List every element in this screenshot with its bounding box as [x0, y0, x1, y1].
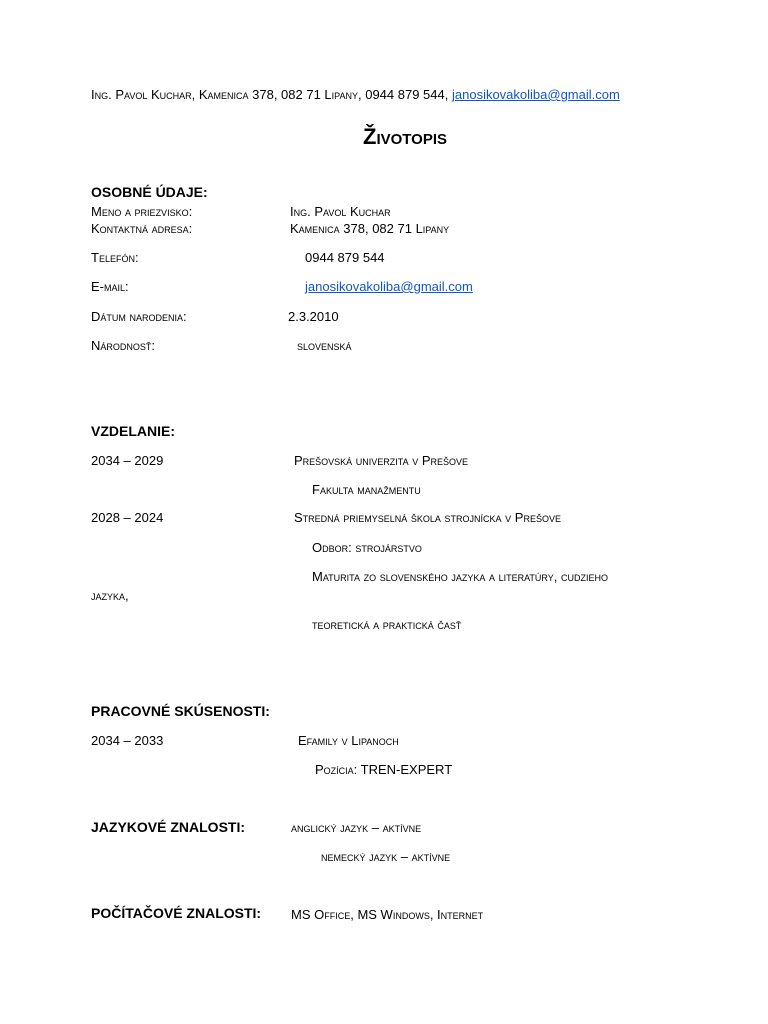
education-school-1: Prešovská univerzita v Prešove [294, 453, 469, 468]
section-heading-work: PRACOVNÉ SKÚSENOSTI: [91, 703, 270, 719]
section-heading-languages: JAZYKOVÉ ZNALOSTI: [91, 819, 246, 835]
email-value-link[interactable]: janosikovakoliba@gmail.com [305, 279, 473, 294]
email-label: E-mail: [91, 279, 129, 294]
nationality-value: slovenská [297, 338, 352, 353]
education-maturita-2: Maturita zo slovenského jazyka a literatúry, cudzieho [312, 569, 608, 584]
name-value: Ing. Pavol Kuchar [290, 204, 391, 219]
section-heading-computer: POČÍTAČOVÉ ZNALOSTI: [91, 905, 262, 921]
header-contact-text: Ing. Pavol Kuchar, Kamenica 378, 082 71 Lipany, 0944 879 544, [91, 87, 452, 102]
education-field-2: Odbor: strojárstvo [312, 540, 422, 555]
section-heading-personal: OSOBNÉ ÚDAJE: [91, 184, 208, 200]
education-years-2: 2028 – 2024 [91, 510, 164, 525]
language-item-german: nemecký jazyk – aktívne [321, 849, 451, 864]
header-email-link[interactable]: janosikovakoliba@gmail.com [451, 87, 620, 102]
header-contact-line [91, 87, 620, 103]
address-label: Kontaktná adresa: [91, 221, 193, 236]
birth-value: 2.3.2010 [288, 309, 339, 324]
education-maturita-wrap-2: jazyka, [91, 588, 129, 603]
nationality-label: Národnosť: [91, 338, 156, 353]
phone-value: 0944 879 544 [305, 250, 385, 265]
address-value: Kamenica 378, 082 71 Lipany [290, 221, 450, 236]
page-title: Životopis [363, 124, 448, 149]
name-label: Meno a priezvisko: [91, 204, 193, 219]
education-years-1: 2034 – 2029 [91, 453, 164, 468]
education-school-2: Stredná priemyselná škola strojnícka v Prešove [294, 510, 561, 525]
phone-label: Telefón: [91, 250, 139, 265]
work-company: Efamily v Lipanoch [298, 733, 399, 748]
work-years: 2034 – 2033 [91, 733, 164, 748]
birth-label: Dátum narodenia: [91, 309, 187, 324]
section-heading-education: VZDELANIE: [91, 423, 175, 439]
computer-skills-value: MS Office, MS Windows, Internet [291, 907, 484, 922]
work-position: Pozícia: TREN-EXPERT [315, 762, 453, 777]
education-faculty-1: Fakulta manažmentu [312, 482, 421, 497]
language-item-english: anglický jazyk – aktívne [291, 820, 422, 835]
education-exam-parts-2: teoretická a praktická časť [312, 617, 462, 632]
